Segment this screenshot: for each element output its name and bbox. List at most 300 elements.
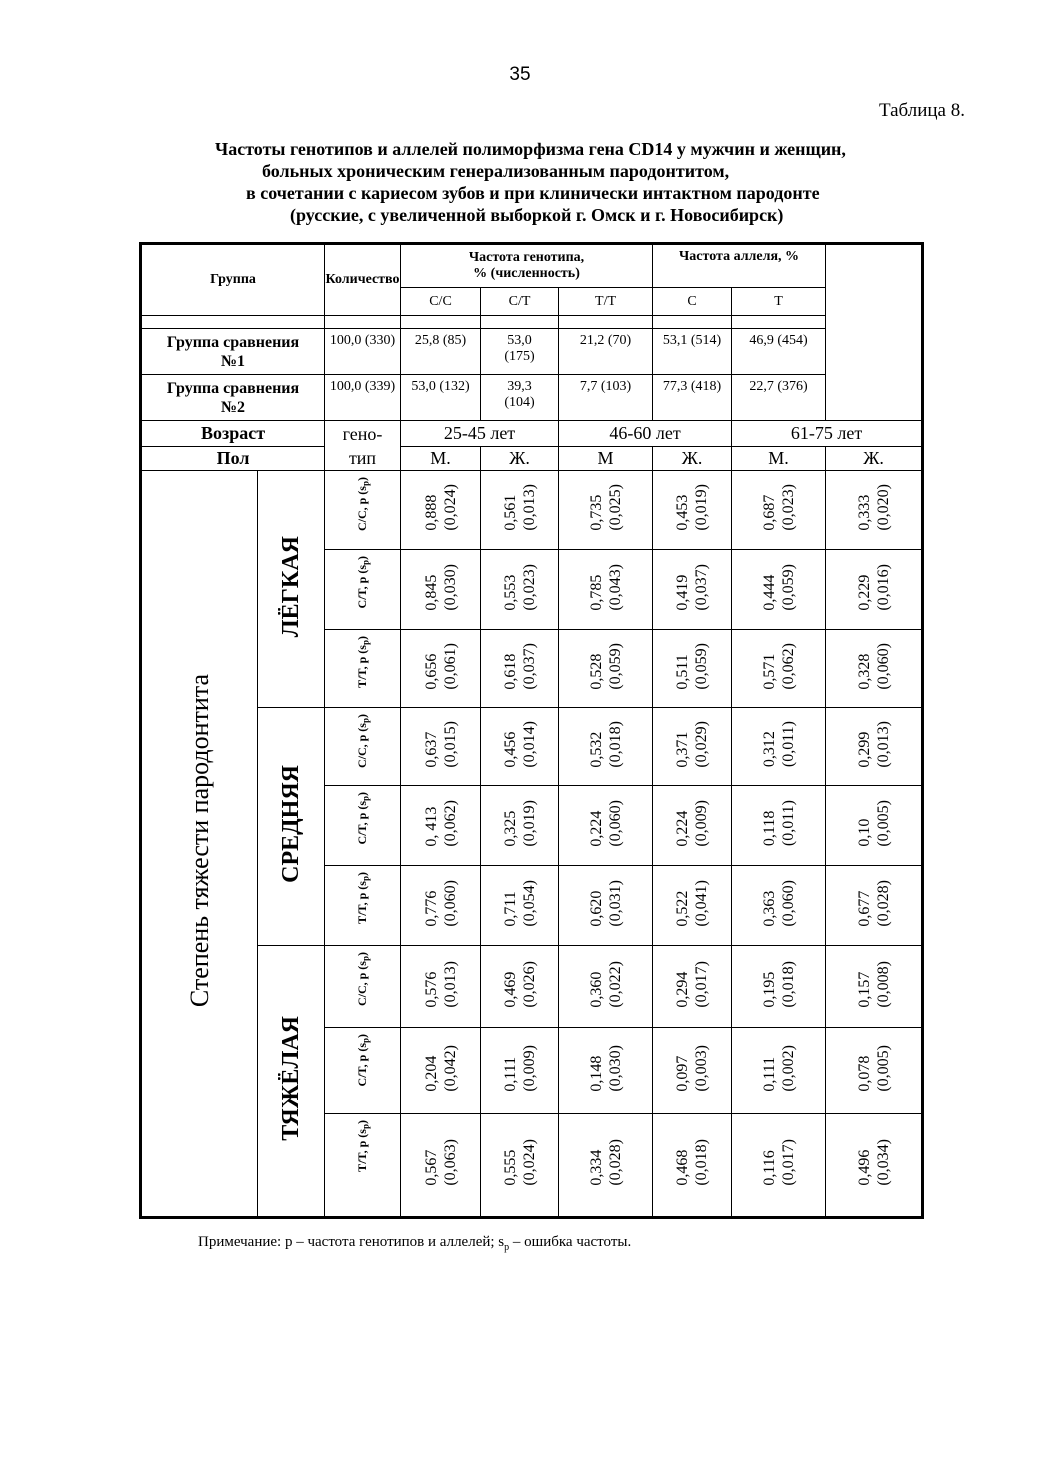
genotype-label-sub: p <box>360 1038 371 1044</box>
frequency-value <box>587 800 625 847</box>
genotype-label-close: ) <box>354 1120 369 1124</box>
genotype-label-sub: p <box>360 1124 371 1130</box>
frequency-value <box>422 1045 460 1092</box>
frequency-p: 0,496 <box>855 1149 873 1186</box>
frequency-p: 0,468 <box>674 1149 692 1186</box>
comparison-1-count: 100,0 (330) <box>325 329 401 375</box>
frequency-value <box>501 961 539 1008</box>
frequency-p: 0,776 <box>422 890 440 927</box>
frequency-error: (0,011) <box>779 799 797 847</box>
frequency-error: (0,060) <box>874 642 892 690</box>
frequency-error: (0,062) <box>779 642 797 690</box>
frequency-value <box>855 800 893 847</box>
frequency-cell <box>653 946 732 1028</box>
frequency-cell <box>401 630 481 708</box>
frequency-value <box>501 800 539 847</box>
frequency-value <box>501 1045 539 1092</box>
sex-label: Пол <box>141 447 325 471</box>
comparison-group-1-name <box>141 329 325 375</box>
header-cc: C/C <box>401 288 481 316</box>
frequency-value <box>673 800 711 847</box>
genotype-label-sub: p <box>360 560 371 566</box>
frequency-p: 0,157 <box>855 971 873 1008</box>
frequency-cell <box>481 708 559 786</box>
sex-col: М <box>559 447 653 471</box>
frequency-value <box>587 1139 625 1186</box>
frequency-error: (0,043) <box>606 563 624 611</box>
frequency-p: 0,195 <box>760 971 778 1008</box>
severity-level-cell <box>258 471 325 708</box>
frequency-cell <box>481 1028 559 1114</box>
frequency-p: 0,620 <box>587 890 605 927</box>
frequency-value <box>855 961 893 1008</box>
frequency-error: (0,013) <box>441 960 459 1008</box>
frequency-error: (0,024) <box>520 1139 538 1186</box>
note-text-end: – ошибка частоты. <box>509 1234 632 1250</box>
frequency-cell <box>481 550 559 630</box>
genotype-label-cell <box>325 550 401 630</box>
sex-col: Ж. <box>481 447 559 471</box>
frequency-error: (0,017) <box>779 1139 797 1186</box>
frequency-error: (0,002) <box>779 1044 797 1092</box>
frequency-cell <box>826 1028 923 1114</box>
frequency-p: 0,299 <box>855 731 873 768</box>
genotype-label-sub: p <box>360 796 371 802</box>
frequency-p: 0,522 <box>674 890 692 927</box>
frequency-value <box>501 880 539 927</box>
severity-level-cell <box>258 946 325 1218</box>
frequency-error: (0,005) <box>874 799 892 847</box>
frequency-value <box>587 721 625 768</box>
comparison-1-cc: 25,8 (85) <box>401 329 481 375</box>
age-label: Возраст <box>141 421 325 447</box>
frequency-cell <box>826 946 923 1028</box>
frequency-value <box>760 1045 798 1092</box>
frequency-value <box>760 961 798 1008</box>
note-text: Примечание: р – частота генотипов и аллелей; s <box>198 1234 505 1250</box>
frequency-value <box>760 1139 798 1186</box>
frequency-error: (0,020) <box>874 484 892 531</box>
frequency-cell <box>732 1028 826 1114</box>
frequency-error: (0,060) <box>779 879 797 927</box>
comparison-2-count: 100,0 (339) <box>325 375 401 421</box>
frequency-p: 0,576 <box>422 971 440 1008</box>
frequency-value <box>587 484 625 531</box>
frequency-error: (0,023) <box>520 563 538 611</box>
frequency-p: 0,224 <box>674 810 692 847</box>
frequency-value <box>587 961 625 1008</box>
genotype-label-text: C/T, p (s <box>354 801 369 845</box>
genotype-frequency-table <box>139 242 924 1219</box>
severity-level-name: ЛЁГКАЯ <box>277 535 304 638</box>
frequency-p: 0,334 <box>587 1149 605 1186</box>
frequency-error: (0,059) <box>693 642 711 690</box>
header-genotype-freq <box>401 244 653 288</box>
frequency-p: 0,511 <box>674 653 692 690</box>
frequency-error: (0,054) <box>520 879 538 927</box>
frequency-cell <box>559 708 653 786</box>
comparison-1-tt: 21,2 (70) <box>559 329 653 375</box>
frequency-error: (0,019) <box>520 799 538 847</box>
genotype-label <box>355 1120 370 1172</box>
genotype-header-line1: гено- <box>342 423 383 444</box>
frequency-value <box>855 643 893 690</box>
genotype-label-text: T/T, p (s <box>354 881 369 924</box>
frequency-error: (0,060) <box>606 799 624 847</box>
frequency-value <box>673 564 711 611</box>
frequency-error: (0,059) <box>779 563 797 611</box>
frequency-p: 0,371 <box>674 731 692 768</box>
frequency-error: (0,063) <box>441 1139 459 1186</box>
frequency-cell <box>481 1114 559 1218</box>
frequency-cell <box>826 1114 923 1218</box>
frequency-cell <box>653 786 732 866</box>
frequency-error: (0,030) <box>606 1044 624 1092</box>
frequency-value <box>673 1139 711 1186</box>
sex-col: М. <box>732 447 826 471</box>
genotype-label-cell <box>325 1028 401 1114</box>
comparison-name-line1: Группа сравнения <box>166 379 300 397</box>
frequency-p: 0,845 <box>422 574 440 611</box>
header-group: Группа <box>141 244 325 316</box>
frequency-value <box>760 564 798 611</box>
comparison-1-ct-count: (175) <box>504 349 535 364</box>
frequency-value <box>855 1139 893 1186</box>
frequency-value <box>673 721 711 768</box>
table-label: Таблица 8. <box>878 100 965 121</box>
frequency-value <box>673 484 711 531</box>
frequency-error: (0,018) <box>779 960 797 1008</box>
frequency-error: (0,013) <box>874 720 892 768</box>
genotype-label-sub: p <box>360 956 371 962</box>
frequency-cell <box>732 786 826 866</box>
frequency-value <box>673 1045 711 1092</box>
frequency-error: (0,042) <box>441 1044 459 1092</box>
frequency-cell <box>559 471 653 550</box>
genotype-label <box>355 1034 370 1086</box>
frequency-p: 0,656 <box>422 653 440 690</box>
frequency-value <box>587 880 625 927</box>
frequency-value <box>760 800 798 846</box>
frequency-p: 0,333 <box>855 494 873 531</box>
frequency-p: 0,118 <box>760 810 778 847</box>
frequency-p: 0,312 <box>760 731 778 768</box>
note-subscript: р <box>504 1242 510 1253</box>
frequency-error: (0,060) <box>441 879 459 927</box>
genotype-label-text: C/C, p (s <box>354 961 369 1007</box>
frequency-p: 0,528 <box>587 653 605 690</box>
frequency-value <box>587 643 625 690</box>
frequency-value <box>855 564 893 611</box>
frequency-error: (0,061) <box>441 642 459 690</box>
frequency-error: (0,034) <box>874 1139 892 1186</box>
genotype-label-text: C/T, p (s <box>354 565 369 609</box>
genotype-label-text: T/T, p (s <box>354 645 369 688</box>
title-line: больных хроническим генерализованным пародонтитом, <box>262 161 730 181</box>
genotype-label-close: ) <box>354 477 369 481</box>
genotype-label-close: ) <box>354 952 369 956</box>
genotype-label-close: ) <box>354 872 369 876</box>
frequency-cell <box>826 550 923 630</box>
header-t: T <box>732 288 826 316</box>
frequency-cell <box>826 708 923 786</box>
frequency-p: 0,111 <box>760 1056 778 1092</box>
genotype-label-cell <box>325 1114 401 1218</box>
frequency-error: (0,024) <box>441 484 459 531</box>
frequency-p: 0,735 <box>587 494 605 531</box>
genotype-label <box>355 872 370 924</box>
frequency-value <box>422 800 460 847</box>
genotype-label-text: C/C, p (s <box>354 486 369 532</box>
genotype-label <box>355 952 370 1006</box>
genotype-label-close: ) <box>354 792 369 796</box>
severity-level-cell <box>258 708 325 946</box>
frequency-cell <box>481 946 559 1028</box>
genotype-label-close: ) <box>354 556 369 560</box>
frequency-value <box>501 643 539 690</box>
frequency-error: (0,008) <box>874 960 892 1008</box>
frequency-value <box>673 643 711 690</box>
frequency-error: (0,013) <box>520 484 538 531</box>
frequency-value <box>673 880 711 927</box>
genotype-label-sub: p <box>360 876 371 882</box>
frequency-error: (0,025) <box>606 484 624 531</box>
frequency-error: (0,014) <box>520 720 538 768</box>
severity-row <box>141 471 923 550</box>
frequency-error: (0,041) <box>693 879 711 927</box>
frequency-p: 0,637 <box>422 731 440 768</box>
frequency-cell <box>401 786 481 866</box>
frequency-error: (0,005) <box>874 1044 892 1092</box>
frequency-error: (0,011) <box>779 720 797 768</box>
frequency-cell <box>732 1114 826 1218</box>
frequency-p: 0,363 <box>760 890 778 927</box>
header-genotype-freq-line1: Частота генотипа, <box>468 250 585 265</box>
frequency-value <box>673 961 711 1008</box>
genotype-label-text: T/T, p (s <box>354 1129 369 1172</box>
frequency-p: 0,469 <box>501 971 519 1008</box>
frequency-value <box>422 643 460 690</box>
frequency-value <box>855 880 893 927</box>
frequency-value <box>855 1045 893 1092</box>
frequency-cell <box>559 630 653 708</box>
frequency-error: (0,016) <box>874 563 892 611</box>
header-allele-freq: Частота аллеля, % <box>653 244 826 288</box>
genotype-label-cell <box>325 708 401 786</box>
table-note <box>198 1234 631 1253</box>
frequency-cell <box>826 471 923 550</box>
comparison-2-cc: 53,0 (132) <box>401 375 481 421</box>
frequency-error: (0,031) <box>606 879 624 927</box>
frequency-p: 0,111 <box>501 1056 519 1092</box>
title-line: (русские, с увеличенной выборкой г. Омск и г. Новосибирск) <box>290 205 784 225</box>
severity-level-name: ТЯЖЁЛАЯ <box>277 1016 304 1141</box>
frequency-error: (0,009) <box>520 1044 538 1092</box>
comparison-1-c: 53,1 (514) <box>653 329 732 375</box>
frequency-error: (0,022) <box>606 960 624 1008</box>
frequency-value <box>501 564 539 611</box>
frequency-error: (0,037) <box>693 563 711 611</box>
frequency-p: 0,328 <box>855 653 873 690</box>
frequency-cell <box>732 866 826 946</box>
genotype-label-cell <box>325 630 401 708</box>
comparison-group-2-name <box>141 375 325 421</box>
comparison-1-ct <box>481 329 559 375</box>
frequency-cell <box>732 708 826 786</box>
comparison-2-tt: 7,7 (103) <box>559 375 653 421</box>
frequency-p: 0,224 <box>587 810 605 847</box>
frequency-p: 0,204 <box>422 1055 440 1092</box>
genotype-label-cell <box>325 866 401 946</box>
frequency-p: 0,10 <box>855 818 873 847</box>
genotype-label-close: ) <box>354 714 369 718</box>
frequency-cell <box>401 708 481 786</box>
frequency-value <box>760 643 798 690</box>
frequency-error: (0,018) <box>693 1139 711 1186</box>
genotype-label-cell <box>325 946 401 1028</box>
comparison-name-line1: Группа сравнения <box>166 333 300 351</box>
frequency-p: 0,097 <box>674 1055 692 1092</box>
frequency-error: (0,062) <box>441 799 459 847</box>
frequency-cell <box>401 1028 481 1114</box>
frequency-error: (0,023) <box>779 484 797 531</box>
frequency-cell <box>559 1114 653 1218</box>
frequency-cell <box>481 630 559 708</box>
frequency-cell <box>559 946 653 1028</box>
frequency-p: 0,078 <box>855 1055 873 1092</box>
frequency-p: 0,677 <box>855 890 873 927</box>
frequency-cell <box>732 630 826 708</box>
frequency-cell <box>559 550 653 630</box>
frequency-error: (0,029) <box>693 720 711 768</box>
genotype-label-text: C/C, p (s <box>354 723 369 769</box>
frequency-p: 0,555 <box>501 1149 519 1186</box>
frequency-error: (0,009) <box>693 799 711 847</box>
frequency-p: 0,325 <box>501 810 519 847</box>
frequency-value <box>760 484 798 531</box>
frequency-cell <box>653 708 732 786</box>
frequency-error: (0,026) <box>520 960 538 1008</box>
frequency-p: 0,571 <box>760 653 778 690</box>
frequency-value <box>422 1139 460 1186</box>
genotype-label <box>355 556 370 608</box>
genotype-label-cell <box>325 471 401 550</box>
comparison-2-t: 22,7 (376) <box>732 375 826 421</box>
header-genotype-freq-line2: % (численность) <box>473 266 580 281</box>
frequency-value <box>501 721 539 768</box>
frequency-p: 0,561 <box>501 494 519 531</box>
table-title <box>140 138 1020 226</box>
frequency-p: 0,116 <box>760 1150 778 1186</box>
age-group-25-45: 25-45 лет <box>401 421 559 447</box>
severity-row <box>141 708 923 786</box>
frequency-cell <box>732 550 826 630</box>
sex-col: Ж. <box>653 447 732 471</box>
comparison-name-line2: №1 <box>220 352 246 370</box>
comparison-2-ct-value: 39,3 <box>507 379 532 394</box>
genotype-label-sub: p <box>360 481 371 487</box>
frequency-value <box>422 484 460 531</box>
genotype-label-close: ) <box>354 636 369 640</box>
page-number: 35 <box>509 64 531 85</box>
frequency-error: (0,037) <box>520 642 538 690</box>
frequency-value <box>587 1045 625 1092</box>
frequency-error: (0,017) <box>693 960 711 1008</box>
frequency-cell <box>481 471 559 550</box>
severity-level-name: СРЕДНЯЯ <box>277 765 304 883</box>
frequency-p: 0,456 <box>501 731 519 768</box>
header-c: C <box>653 288 732 316</box>
frequency-value <box>855 721 893 768</box>
severity-label-cell <box>141 471 258 1218</box>
genotype-header <box>325 421 401 471</box>
comparison-2-ct-count: (104) <box>504 395 535 410</box>
severity-label: Степень тяжести пародонтита <box>184 674 214 1008</box>
header-count: Количество <box>325 244 401 316</box>
frequency-cell <box>401 471 481 550</box>
frequency-p: 0,453 <box>674 494 692 531</box>
genotype-label-close: ) <box>354 1034 369 1038</box>
frequency-value <box>422 961 460 1008</box>
frequency-cell <box>401 550 481 630</box>
genotype-label-cell <box>325 786 401 866</box>
comparison-1-ct-value: 53,0 <box>507 333 532 348</box>
frequency-p: 0,148 <box>587 1055 605 1092</box>
frequency-error: (0,003) <box>693 1044 711 1092</box>
frequency-cell <box>653 1028 732 1114</box>
genotype-label <box>355 477 370 531</box>
frequency-error: (0,015) <box>441 720 459 768</box>
frequency-value <box>501 484 539 531</box>
frequency-cell <box>653 866 732 946</box>
frequency-cell <box>481 866 559 946</box>
frequency-cell <box>401 1114 481 1218</box>
frequency-p: 0,444 <box>760 574 778 611</box>
frequency-p: 0,711 <box>501 890 519 927</box>
genotype-header-line2: тип <box>348 447 377 468</box>
frequency-error: (0,028) <box>606 1139 624 1186</box>
frequency-cell <box>481 786 559 866</box>
frequency-cell <box>653 471 732 550</box>
frequency-p: 0,687 <box>760 494 778 531</box>
frequency-cell <box>732 946 826 1028</box>
frequency-p: 0,360 <box>587 971 605 1008</box>
title-line: Частоты генотипов и аллелей полиморфизма гена CD14 у мужчин и женщин, <box>215 139 846 159</box>
comparison-name-line2: №2 <box>220 398 246 416</box>
frequency-p: 0,419 <box>674 574 692 611</box>
frequency-p: 0,888 <box>422 494 440 531</box>
sex-col: Ж. <box>826 447 923 471</box>
frequency-cell <box>826 786 923 866</box>
frequency-cell <box>653 630 732 708</box>
severity-row <box>141 946 923 1028</box>
header-tt: T/T <box>559 288 653 316</box>
frequency-cell <box>559 866 653 946</box>
comparison-2-c: 77,3 (418) <box>653 375 732 421</box>
frequency-p: 0,785 <box>587 574 605 611</box>
header-ct: C/T <box>481 288 559 316</box>
frequency-p: 0, 413 <box>422 806 440 847</box>
frequency-cell <box>401 946 481 1028</box>
frequency-value <box>587 564 625 611</box>
frequency-p: 0,294 <box>674 971 692 1008</box>
sex-col: М. <box>401 447 481 471</box>
frequency-p: 0,567 <box>422 1149 440 1186</box>
frequency-p: 0,532 <box>587 731 605 768</box>
frequency-value <box>422 880 460 927</box>
frequency-value <box>855 484 893 531</box>
frequency-cell <box>559 786 653 866</box>
